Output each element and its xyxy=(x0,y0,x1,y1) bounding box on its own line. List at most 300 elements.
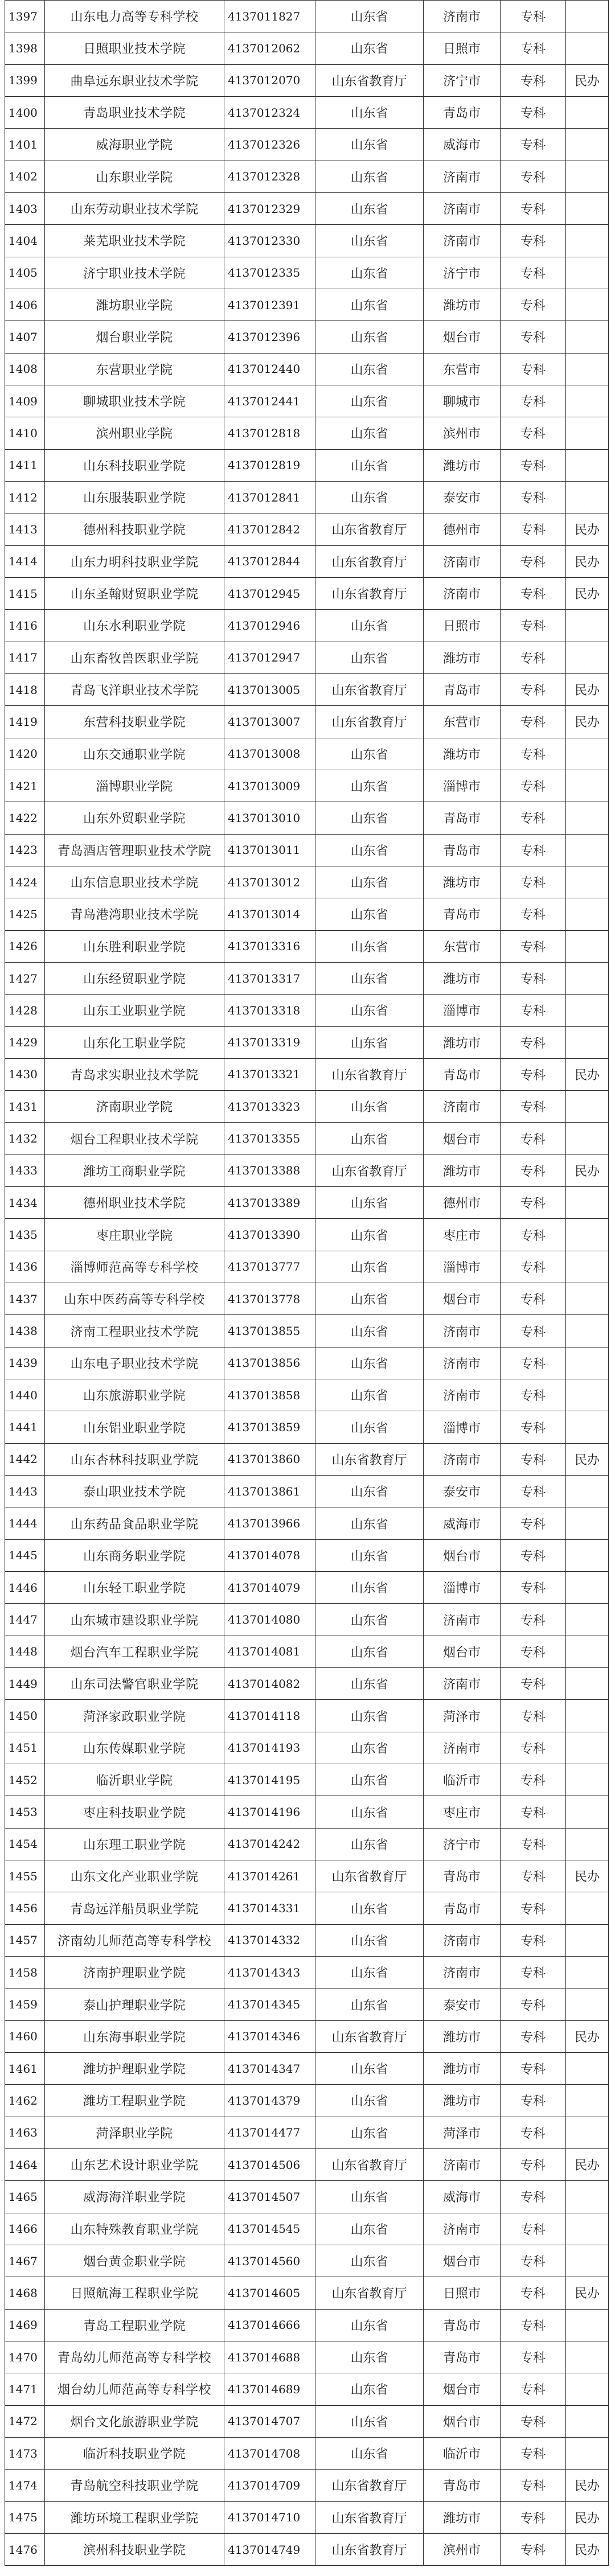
row-number-cell: 1473 xyxy=(5,2437,45,2469)
city-cell: 潍坊市 xyxy=(424,962,501,994)
row-number-cell: 1405 xyxy=(5,257,45,289)
education-level-cell: 专科 xyxy=(501,161,566,192)
ownership-note-cell: 民办 xyxy=(566,2148,609,2180)
ownership-note-cell xyxy=(566,96,609,128)
row-number-cell: 1410 xyxy=(5,417,45,449)
ownership-note-cell xyxy=(566,898,609,930)
table-row xyxy=(5,1539,609,1571)
education-level-cell: 专科 xyxy=(501,2405,566,2437)
school-name-cell: 东营职业学院 xyxy=(45,353,224,385)
authority-cell: 山东省教育厅 xyxy=(315,513,424,545)
ownership-note-cell: 民办 xyxy=(566,2020,609,2052)
education-level-cell: 专科 xyxy=(501,481,566,513)
school-name-cell: 青岛港湾职业技术学院 xyxy=(45,898,224,930)
school-name-cell: 临沂职业学院 xyxy=(45,1764,224,1796)
school-name-cell: 潍坊工商职业学院 xyxy=(45,1155,224,1186)
school-code-cell: 4137013005 xyxy=(224,673,315,705)
row-number-cell: 1461 xyxy=(5,2053,45,2085)
school-name-cell: 山东工业职业学院 xyxy=(45,995,224,1026)
table-row xyxy=(5,1796,609,1828)
city-cell: 日照市 xyxy=(424,610,501,642)
education-level-cell: 专科 xyxy=(501,2373,566,2405)
table-row xyxy=(5,610,609,642)
school-name-cell: 曲阜远东职业技术学院 xyxy=(45,64,224,96)
ownership-note-cell: 民办 xyxy=(566,2533,609,2565)
row-number-cell: 1416 xyxy=(5,610,45,642)
school-code-cell: 4137012070 xyxy=(224,64,315,96)
city-cell: 临沂市 xyxy=(424,1764,501,1796)
row-number-cell: 1468 xyxy=(5,2277,45,2309)
education-level-cell: 专科 xyxy=(501,192,566,224)
ownership-note-cell xyxy=(566,2213,609,2245)
ownership-note-cell xyxy=(566,1572,609,1604)
ownership-note-cell xyxy=(566,1892,609,1924)
ownership-note-cell: 民办 xyxy=(566,1058,609,1090)
row-number-cell: 1451 xyxy=(5,1732,45,1764)
authority-cell: 山东省教育厅 xyxy=(315,1155,424,1186)
table-row xyxy=(5,2148,609,2180)
table-row xyxy=(5,481,609,513)
authority-cell: 山东省 xyxy=(315,738,424,770)
ownership-note-cell xyxy=(566,2117,609,2148)
education-level-cell: 专科 xyxy=(501,449,566,481)
education-level-cell: 专科 xyxy=(501,2533,566,2565)
authority-cell: 山东省教育厅 xyxy=(315,673,424,705)
authority-cell: 山东省 xyxy=(315,770,424,802)
row-number-cell: 1462 xyxy=(5,2085,45,2117)
table-row xyxy=(5,2085,609,2117)
ownership-note-cell xyxy=(566,1604,609,1636)
city-cell: 滨州市 xyxy=(424,2533,501,2565)
school-code-cell: 4137013859 xyxy=(224,1411,315,1443)
table-row xyxy=(5,1091,609,1123)
city-cell: 青岛市 xyxy=(424,834,501,866)
city-cell: 淄博市 xyxy=(424,1251,501,1283)
school-code-cell: 4137013966 xyxy=(224,1507,315,1539)
authority-cell: 山东省 xyxy=(315,1539,424,1571)
education-level-cell: 专科 xyxy=(501,1539,566,1571)
row-number-cell: 1466 xyxy=(5,2213,45,2245)
authority-cell: 山东省 xyxy=(315,481,424,513)
table-row xyxy=(5,1957,609,1989)
city-cell: 潍坊市 xyxy=(424,2501,501,2533)
table-row xyxy=(5,2470,609,2501)
row-number-cell: 1445 xyxy=(5,1539,45,1571)
school-code-cell: 4137014261 xyxy=(224,1860,315,1892)
school-name-cell: 山东电力高等专科学校 xyxy=(45,1,224,32)
school-code-cell: 4137014079 xyxy=(224,1572,315,1604)
row-number-cell: 1400 xyxy=(5,96,45,128)
city-cell: 青岛市 xyxy=(424,898,501,930)
school-name-cell: 山东杏林科技职业学院 xyxy=(45,1443,224,1475)
school-code-cell: 4137014560 xyxy=(224,2245,315,2277)
city-cell: 菏泽市 xyxy=(424,1700,501,1732)
city-cell: 济南市 xyxy=(424,577,501,609)
city-cell: 济南市 xyxy=(424,1091,501,1123)
authority-cell: 山东省 xyxy=(315,353,424,385)
row-number-cell: 1433 xyxy=(5,1155,45,1186)
ownership-note-cell xyxy=(566,161,609,192)
city-cell: 青岛市 xyxy=(424,673,501,705)
school-name-cell: 山东化工职业学院 xyxy=(45,1026,224,1058)
school-code-cell: 4137013777 xyxy=(224,1251,315,1283)
city-cell: 青岛市 xyxy=(424,1058,501,1090)
school-name-cell: 青岛工程职业学院 xyxy=(45,2309,224,2341)
school-code-cell: 4137013010 xyxy=(224,802,315,834)
city-cell: 青岛市 xyxy=(424,802,501,834)
authority-cell: 山东省 xyxy=(315,1251,424,1283)
education-level-cell: 专科 xyxy=(501,962,566,994)
school-name-cell: 山东交通职业学院 xyxy=(45,738,224,770)
school-code-cell: 4137014078 xyxy=(224,1539,315,1571)
school-code-cell: 4137014710 xyxy=(224,2501,315,2533)
authority-cell: 山东省教育厅 xyxy=(315,2533,424,2565)
table-row xyxy=(5,2533,609,2565)
city-cell: 泰安市 xyxy=(424,481,501,513)
table-row xyxy=(5,545,609,577)
ownership-note-cell: 民办 xyxy=(566,2470,609,2501)
authority-cell: 山东省 xyxy=(315,129,424,161)
school-code-cell: 4137012326 xyxy=(224,129,315,161)
ownership-note-cell xyxy=(566,1411,609,1443)
table-row xyxy=(5,257,609,289)
education-level-cell: 专科 xyxy=(501,385,566,417)
school-name-cell: 烟台职业学院 xyxy=(45,321,224,353)
education-level-cell: 专科 xyxy=(501,1315,566,1347)
authority-cell: 山东省 xyxy=(315,1796,424,1828)
city-cell: 济南市 xyxy=(424,1,501,32)
table-row xyxy=(5,834,609,866)
ownership-note-cell: 民办 xyxy=(566,1443,609,1475)
school-code-cell: 4137014749 xyxy=(224,2533,315,2565)
education-level-cell: 专科 xyxy=(501,1155,566,1186)
table-row xyxy=(5,2373,609,2405)
authority-cell: 山东省教育厅 xyxy=(315,545,424,577)
city-cell: 烟台市 xyxy=(424,1539,501,1571)
school-code-cell: 4137013355 xyxy=(224,1123,315,1155)
school-code-cell: 4137012947 xyxy=(224,642,315,673)
authority-cell: 山东省 xyxy=(315,449,424,481)
ownership-note-cell: 民办 xyxy=(566,1155,609,1186)
school-name-cell: 青岛求实职业技术学院 xyxy=(45,1058,224,1090)
row-number-cell: 1464 xyxy=(5,2148,45,2180)
table-row xyxy=(5,1700,609,1732)
ownership-note-cell xyxy=(566,738,609,770)
city-cell: 菏泽市 xyxy=(424,2117,501,2148)
school-code-cell: 4137013860 xyxy=(224,1443,315,1475)
table-row xyxy=(5,2181,609,2213)
school-name-cell: 济南职业学院 xyxy=(45,1091,224,1123)
school-code-cell: 4137014193 xyxy=(224,1732,315,1764)
education-level-cell: 专科 xyxy=(501,1732,566,1764)
education-level-cell: 专科 xyxy=(501,353,566,385)
city-cell: 潍坊市 xyxy=(424,1155,501,1186)
ownership-note-cell xyxy=(566,289,609,321)
city-cell: 潍坊市 xyxy=(424,289,501,321)
ownership-note-cell xyxy=(566,2373,609,2405)
authority-cell: 山东省 xyxy=(315,96,424,128)
row-number-cell: 1450 xyxy=(5,1700,45,1732)
school-name-cell: 山东水利职业学院 xyxy=(45,610,224,642)
authority-cell: 山东省 xyxy=(315,1700,424,1732)
school-code-cell: 4137012324 xyxy=(224,96,315,128)
school-name-cell: 山东理工职业学院 xyxy=(45,1828,224,1860)
school-code-cell: 4137012391 xyxy=(224,289,315,321)
table-row xyxy=(5,1283,609,1315)
authority-cell: 山东省 xyxy=(315,1,424,32)
ownership-note-cell xyxy=(566,1091,609,1123)
school-name-cell: 淄博师范高等专科学校 xyxy=(45,1251,224,1283)
education-level-cell: 专科 xyxy=(501,1764,566,1796)
authority-cell: 山东省 xyxy=(315,2309,424,2341)
city-cell: 济南市 xyxy=(424,225,501,257)
school-name-cell: 山东传媒职业学院 xyxy=(45,1732,224,1764)
school-name-cell: 济宁职业技术学院 xyxy=(45,257,224,289)
school-name-cell: 济南幼儿师范高等专科学校 xyxy=(45,1924,224,1956)
table-row xyxy=(5,1636,609,1667)
education-level-cell: 专科 xyxy=(501,1700,566,1732)
authority-cell: 山东省 xyxy=(315,1572,424,1604)
school-code-cell: 4137012946 xyxy=(224,610,315,642)
table-row xyxy=(5,161,609,192)
school-name-cell: 山东劳动职业技术学院 xyxy=(45,192,224,224)
school-code-cell: 4137014332 xyxy=(224,1924,315,1956)
school-name-cell: 菏泽家政职业学院 xyxy=(45,1700,224,1732)
row-number-cell: 1420 xyxy=(5,738,45,770)
table-row xyxy=(5,192,609,224)
ownership-note-cell xyxy=(566,2437,609,2469)
row-number-cell: 1444 xyxy=(5,1507,45,1539)
education-level-cell: 专科 xyxy=(501,770,566,802)
row-number-cell: 1443 xyxy=(5,1476,45,1507)
authority-cell: 山东省 xyxy=(315,1219,424,1251)
school-code-cell: 4137013319 xyxy=(224,1026,315,1058)
city-cell: 济南市 xyxy=(424,1732,501,1764)
row-number-cell: 1471 xyxy=(5,2373,45,2405)
row-number-cell: 1438 xyxy=(5,1315,45,1347)
school-code-cell: 4137013317 xyxy=(224,962,315,994)
education-level-cell: 专科 xyxy=(501,1058,566,1090)
school-name-cell: 枣庄职业学院 xyxy=(45,1219,224,1251)
school-name-cell: 烟台文化旅游职业学院 xyxy=(45,2405,224,2437)
ownership-note-cell xyxy=(566,2053,609,2085)
education-level-cell: 专科 xyxy=(501,2470,566,2501)
school-name-cell: 德州职业技术学院 xyxy=(45,1187,224,1219)
school-code-cell: 4137013323 xyxy=(224,1091,315,1123)
authority-cell: 山东省教育厅 xyxy=(315,2020,424,2052)
school-name-cell: 滨州科技职业学院 xyxy=(45,2533,224,2565)
row-number-cell: 1399 xyxy=(5,64,45,96)
table-row xyxy=(5,2277,609,2309)
table-row xyxy=(5,770,609,802)
city-cell: 济南市 xyxy=(424,192,501,224)
school-code-cell: 4137013388 xyxy=(224,1155,315,1186)
city-cell: 青岛市 xyxy=(424,2341,501,2373)
authority-cell: 山东省 xyxy=(315,2341,424,2373)
city-cell: 济南市 xyxy=(424,1379,501,1411)
row-number-cell: 1465 xyxy=(5,2181,45,2213)
city-cell: 青岛市 xyxy=(424,2309,501,2341)
row-number-cell: 1474 xyxy=(5,2470,45,2501)
ownership-note-cell xyxy=(566,1539,609,1571)
row-number-cell: 1404 xyxy=(5,225,45,257)
school-code-cell: 4137014195 xyxy=(224,1764,315,1796)
authority-cell: 山东省 xyxy=(315,1347,424,1379)
ownership-note-cell xyxy=(566,2405,609,2437)
school-name-cell: 青岛远洋船员职业学院 xyxy=(45,1892,224,1924)
authority-cell: 山东省 xyxy=(315,2373,424,2405)
table-row xyxy=(5,1443,609,1475)
row-number-cell: 1439 xyxy=(5,1347,45,1379)
ownership-note-cell: 民办 xyxy=(566,545,609,577)
row-number-cell: 1417 xyxy=(5,642,45,673)
row-number-cell: 1411 xyxy=(5,449,45,481)
ownership-note-cell xyxy=(566,1764,609,1796)
row-number-cell: 1457 xyxy=(5,1924,45,1956)
school-code-cell: 4137013855 xyxy=(224,1315,315,1347)
school-code-cell: 4137014545 xyxy=(224,2213,315,2245)
school-name-cell: 山东司法警官职业学院 xyxy=(45,1668,224,1700)
school-name-cell: 威海海洋职业学院 xyxy=(45,2181,224,2213)
ownership-note-cell xyxy=(566,1347,609,1379)
row-number-cell: 1421 xyxy=(5,770,45,802)
table-row xyxy=(5,802,609,834)
ownership-note-cell xyxy=(566,2341,609,2373)
school-name-cell: 山东药品食品职业学院 xyxy=(45,1507,224,1539)
school-code-cell: 4137014605 xyxy=(224,2277,315,2309)
education-level-cell: 专科 xyxy=(501,738,566,770)
ownership-note-cell: 民办 xyxy=(566,673,609,705)
education-level-cell: 专科 xyxy=(501,1123,566,1155)
school-table xyxy=(5,0,609,2566)
city-cell: 潍坊市 xyxy=(424,866,501,898)
education-level-cell: 专科 xyxy=(501,866,566,898)
table-body xyxy=(5,1,609,2566)
school-name-cell: 山东信息职业技术学院 xyxy=(45,866,224,898)
table-row xyxy=(5,673,609,705)
education-level-cell: 专科 xyxy=(501,2277,566,2309)
table-row xyxy=(5,1572,609,1604)
city-cell: 青岛市 xyxy=(424,96,501,128)
education-level-cell: 专科 xyxy=(501,2020,566,2052)
school-code-cell: 4137014346 xyxy=(224,2020,315,2052)
city-cell: 烟台市 xyxy=(424,2405,501,2437)
school-code-cell: 4137012841 xyxy=(224,481,315,513)
education-level-cell: 专科 xyxy=(501,1026,566,1058)
education-level-cell: 专科 xyxy=(501,513,566,545)
city-cell: 淄博市 xyxy=(424,770,501,802)
education-level-cell: 专科 xyxy=(501,1796,566,1828)
city-cell: 济南市 xyxy=(424,1924,501,1956)
city-cell: 济南市 xyxy=(424,1315,501,1347)
table-row xyxy=(5,2020,609,2052)
school-code-cell: 4137013316 xyxy=(224,930,315,962)
school-name-cell: 德州科技职业学院 xyxy=(45,513,224,545)
row-number-cell: 1424 xyxy=(5,866,45,898)
authority-cell: 山东省 xyxy=(315,1828,424,1860)
school-code-cell: 4137014477 xyxy=(224,2117,315,2148)
city-cell: 临沂市 xyxy=(424,2437,501,2469)
education-level-cell: 专科 xyxy=(501,2085,566,2117)
city-cell: 济南市 xyxy=(424,1957,501,1989)
education-level-cell: 专科 xyxy=(501,1604,566,1636)
authority-cell: 山东省 xyxy=(315,1379,424,1411)
ownership-note-cell xyxy=(566,962,609,994)
education-level-cell: 专科 xyxy=(501,545,566,577)
city-cell: 威海市 xyxy=(424,2181,501,2213)
authority-cell: 山东省 xyxy=(315,1924,424,1956)
row-number-cell: 1459 xyxy=(5,1989,45,2020)
ownership-note-cell: 民办 xyxy=(566,706,609,738)
school-code-cell: 4137012328 xyxy=(224,161,315,192)
table-row xyxy=(5,1251,609,1283)
authority-cell: 山东省 xyxy=(315,1989,424,2020)
authority-cell: 山东省 xyxy=(315,1123,424,1155)
authority-cell: 山东省 xyxy=(315,2085,424,2117)
city-cell: 烟台市 xyxy=(424,2373,501,2405)
row-number-cell: 1406 xyxy=(5,289,45,321)
ownership-note-cell xyxy=(566,1957,609,1989)
school-name-cell: 枣庄科技职业学院 xyxy=(45,1796,224,1828)
ownership-note-cell xyxy=(566,192,609,224)
city-cell: 枣庄市 xyxy=(424,1796,501,1828)
school-code-cell: 4137013007 xyxy=(224,706,315,738)
city-cell: 济南市 xyxy=(424,1347,501,1379)
authority-cell: 山东省 xyxy=(315,1411,424,1443)
city-cell: 东营市 xyxy=(424,706,501,738)
table-row xyxy=(5,738,609,770)
school-name-cell: 青岛幼儿师范高等专科学校 xyxy=(45,2341,224,2373)
education-level-cell: 专科 xyxy=(501,2309,566,2341)
school-code-cell: 4137014080 xyxy=(224,1604,315,1636)
authority-cell: 山东省 xyxy=(315,257,424,289)
school-name-cell: 山东中医药高等专科学校 xyxy=(45,1283,224,1315)
authority-cell: 山东省 xyxy=(315,898,424,930)
school-name-cell: 青岛职业技术学院 xyxy=(45,96,224,128)
ownership-note-cell xyxy=(566,1732,609,1764)
education-level-cell: 专科 xyxy=(501,1572,566,1604)
row-number-cell: 1412 xyxy=(5,481,45,513)
ownership-note-cell xyxy=(566,1251,609,1283)
table-row xyxy=(5,1379,609,1411)
authority-cell: 山东省 xyxy=(315,1604,424,1636)
ownership-note-cell xyxy=(566,802,609,834)
school-name-cell: 潍坊工程职业学院 xyxy=(45,2085,224,2117)
table-row xyxy=(5,995,609,1026)
ownership-note-cell xyxy=(566,1379,609,1411)
table-row xyxy=(5,289,609,321)
city-cell: 聊城市 xyxy=(424,385,501,417)
city-cell: 济南市 xyxy=(424,2213,501,2245)
table-row xyxy=(5,1732,609,1764)
education-level-cell: 专科 xyxy=(501,1636,566,1667)
row-number-cell: 1415 xyxy=(5,577,45,609)
school-name-cell: 山东特殊教育职业学院 xyxy=(45,2213,224,2245)
row-number-cell: 1449 xyxy=(5,1668,45,1700)
ownership-note-cell xyxy=(566,2309,609,2341)
authority-cell: 山东省 xyxy=(315,1764,424,1796)
school-code-cell: 4137012062 xyxy=(224,32,315,64)
table-row xyxy=(5,2213,609,2245)
city-cell: 德州市 xyxy=(424,1187,501,1219)
ownership-note-cell: 民办 xyxy=(566,513,609,545)
authority-cell: 山东省教育厅 xyxy=(315,1860,424,1892)
authority-cell: 山东省 xyxy=(315,161,424,192)
school-name-cell: 山东城市建设职业学院 xyxy=(45,1604,224,1636)
education-level-cell: 专科 xyxy=(501,2501,566,2533)
city-cell: 济宁市 xyxy=(424,1828,501,1860)
school-name-cell: 青岛飞洋职业技术学院 xyxy=(45,673,224,705)
